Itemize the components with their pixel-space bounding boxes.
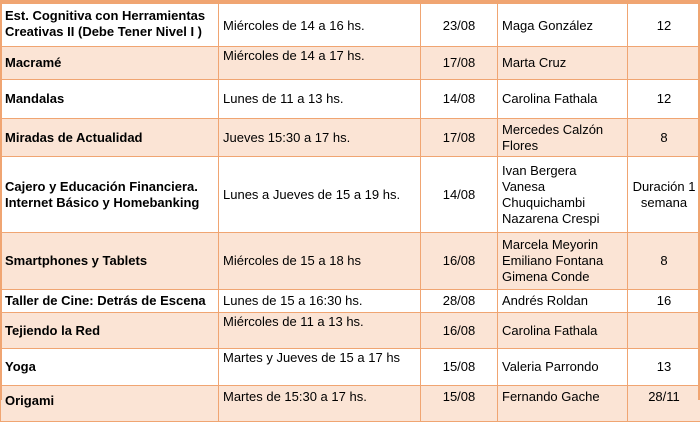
course-teacher: Andrés Roldan — [498, 290, 628, 313]
course-quota: 12 — [628, 0, 700, 47]
table-left-border — [0, 0, 2, 400]
course-start-date: 15/08 — [421, 349, 498, 386]
course-schedule: Lunes a Jueves de 15 a 19 hs. — [219, 157, 421, 233]
course-teacher: Fernando Gache — [498, 386, 628, 422]
course-schedule: Lunes de 11 a 13 hs. — [219, 80, 421, 119]
course-teacher: Carolina Fathala — [498, 80, 628, 119]
course-quota: 8 — [628, 233, 700, 290]
course-start-date: 17/08 — [421, 119, 498, 157]
course-name: Smartphones y Tablets — [1, 233, 219, 290]
course-start-date: 14/08 — [421, 157, 498, 233]
course-table-body — [1, 0, 700, 422]
table-row — [1, 0, 700, 47]
course-start-date: 16/08 — [421, 313, 498, 349]
course-name: Cajero y Educación Financiera. Internet Básico y Homebanking — [1, 157, 219, 233]
course-schedule: Miércoles de 15 a 18 hs — [219, 233, 421, 290]
table-top-border — [0, 0, 700, 4]
table-row — [1, 47, 700, 80]
table-row — [1, 119, 700, 157]
course-start-date: 17/08 — [421, 47, 498, 80]
course-quota: 8 — [628, 119, 700, 157]
course-name: Tejiendo la Red — [1, 313, 219, 349]
course-teacher: Maga González — [498, 0, 628, 47]
course-name: Mandalas — [1, 80, 219, 119]
course-name: Est. Cognitiva con Herramientas Creativas II (Debe Tener Nivel I ) — [1, 0, 219, 47]
course-name: Taller de Cine: Detrás de Escena — [1, 290, 219, 313]
course-name: Miradas de Actualidad — [1, 119, 219, 157]
table-row — [1, 290, 700, 313]
table-row — [1, 80, 700, 119]
course-quota: 28/11 — [628, 386, 700, 422]
course-start-date: 23/08 — [421, 0, 498, 47]
course-teacher: Marcela Meyorin Emiliano Fontana Gimena Conde — [498, 233, 628, 290]
course-start-date: 16/08 — [421, 233, 498, 290]
course-teacher: Mercedes Calzón Flores — [498, 119, 628, 157]
course-schedule: Jueves 15:30 a 17 hs. — [219, 119, 421, 157]
course-teacher: Ivan Bergera Vanesa Chuquichambi Nazarena Crespi — [498, 157, 628, 233]
course-start-date: 15/08 — [421, 386, 498, 422]
table-row — [1, 233, 700, 290]
course-quota: 13 — [628, 349, 700, 386]
course-start-date: 28/08 — [421, 290, 498, 313]
course-start-date: 14/08 — [421, 80, 498, 119]
course-quota — [628, 313, 700, 349]
table-row — [1, 349, 700, 386]
course-quota — [628, 47, 700, 80]
course-schedule: Miércoles de 11 a 13 hs. — [219, 313, 421, 349]
course-quota: Duración 1 semana — [628, 157, 700, 233]
course-name: Yoga — [1, 349, 219, 386]
course-name: Origami — [1, 386, 219, 422]
course-teacher: Carolina Fathala — [498, 313, 628, 349]
course-schedule: Martes y Jueves de 15 a 17 hs — [219, 349, 421, 386]
table-row — [1, 386, 700, 422]
course-teacher: Valeria Parrondo — [498, 349, 628, 386]
course-quota: 16 — [628, 290, 700, 313]
course-name: Macramé — [1, 47, 219, 80]
course-schedule: Miércoles de 14 a 16 hs. — [219, 0, 421, 47]
course-schedule: Lunes de 15 a 16:30 hs. — [219, 290, 421, 313]
course-teacher: Marta Cruz — [498, 47, 628, 80]
table-row — [1, 157, 700, 233]
course-quota: 12 — [628, 80, 700, 119]
table-row — [1, 313, 700, 349]
course-schedule: Martes de 15:30 a 17 hs. — [219, 386, 421, 422]
course-schedule: Miércoles de 14 a 17 hs. — [219, 47, 421, 80]
